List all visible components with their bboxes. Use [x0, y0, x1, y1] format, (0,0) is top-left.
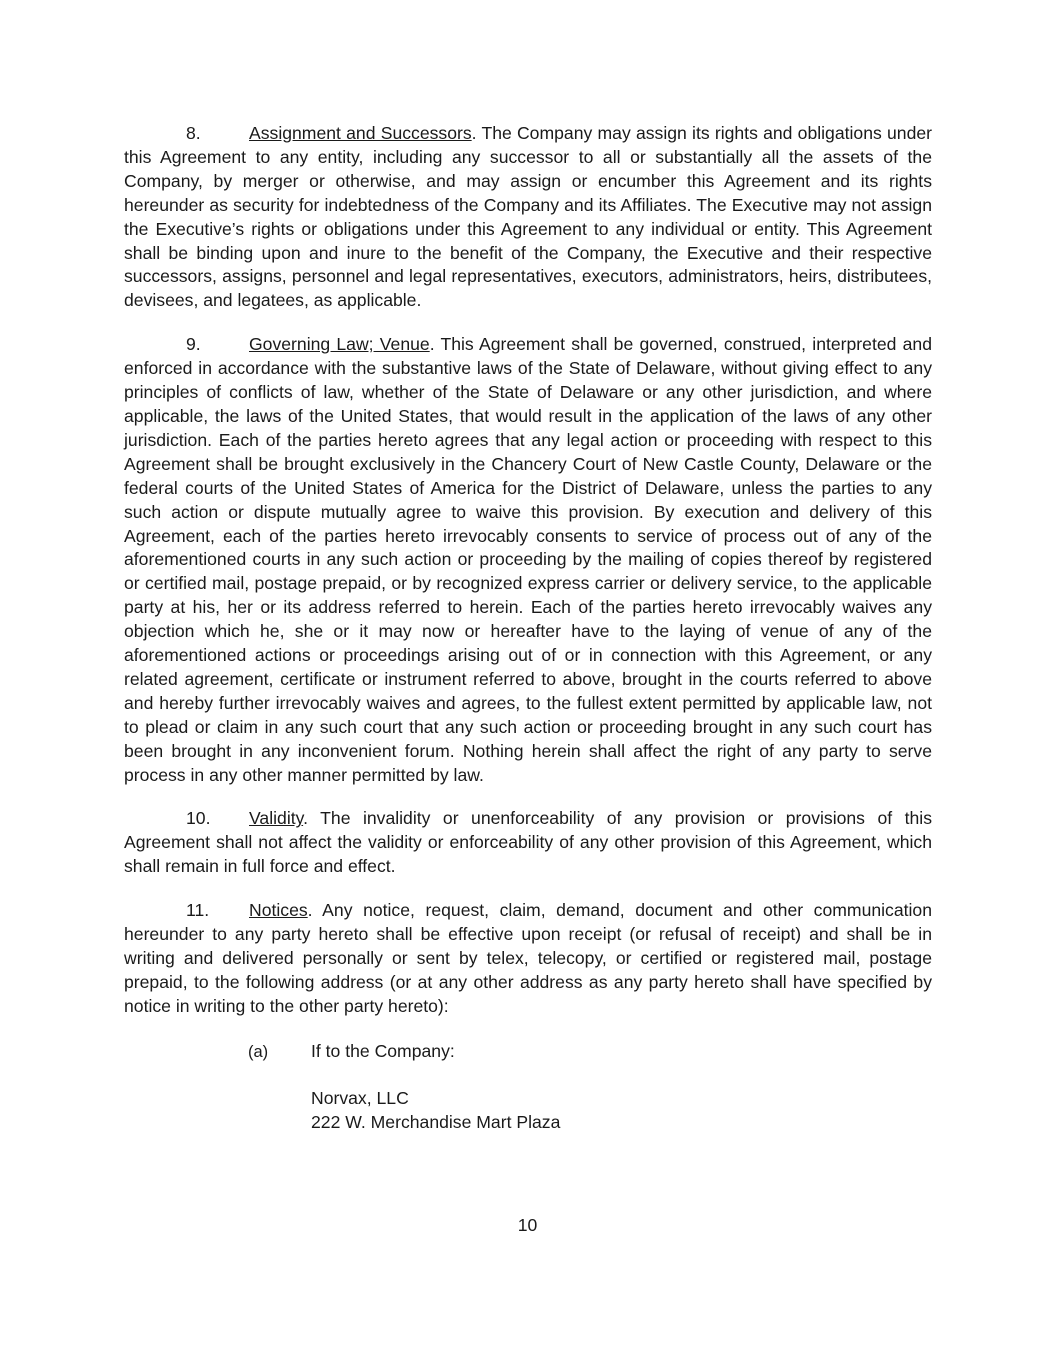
section-10 [124, 807, 932, 879]
section-heading: Notices [249, 900, 308, 921]
address-line-1: Norvax, LLC [311, 1087, 409, 1108]
document-page [124, 122, 932, 1134]
section-body: . Any notice, request, claim, demand, document and other communication hereunder to any party hereto shall be effective upon receipt (or refusal of receipt) and shall be in writing and delivered personally or sent by telex, telecopy, or certified or registered mail, postage prepaid, to the following address (or at any other address as any party hereto shall have specified by notice in writing to the other party hereto): [124, 900, 932, 1016]
section-body: . The Company may assign its rights and obligations under this Agreement to any entity, including any successor to all or substantially all the assets of the Company, by merger or otherwise, and may assign or encumber this Agreement and its rights hereunder as security for indebtedness of the Company and its Affiliates. The Executive may not assign the Executive’s rights or obligations under this Agreement to any individual or entity. This Agreement shall be binding upon and inure to the benefit of the Company, the Executive and their respective successors, assigns, personnel and legal representatives, executors, administrators, heirs, distributees, devisees, and legatees, as applicable. [124, 123, 932, 311]
section-number: 9. [186, 334, 201, 355]
section-8 [124, 122, 932, 313]
section-number: 10. [186, 808, 211, 829]
section-number: 11. [186, 900, 210, 921]
company-address [124, 1086, 932, 1134]
address-line-2: 222 W. Merchandise Mart Plaza [311, 1111, 561, 1132]
subsection-a [124, 1039, 932, 1064]
subsection-text: If to the Company: [311, 1040, 455, 1061]
section-heading: Governing Law; Venue [249, 334, 430, 355]
section-9 [124, 333, 932, 787]
section-heading: Validity [249, 808, 304, 829]
section-number: 8. [186, 123, 201, 143]
section-11 [124, 899, 932, 1019]
section-body: . The invalidity or unenforceability of any provision or provisions of this Agreement shall not affect the validity or enforceability of any other provision of this Agreement, which shall remain in full force and effect. [124, 808, 932, 877]
subsection-label: (a) [248, 1042, 269, 1061]
section-body: . This Agreement shall be governed, construed, interpreted and enforced in accordance with the substantive laws of the State of Delaware, without giving effect to any principles of conflicts of law, whether of the State of Delaware or any other jurisdiction, and where applicable, the laws of the United States, that would result in the application of the laws of any other jurisdiction. Each of the parties hereto agrees that any legal action or proceeding with respect to this Agreement shall be brought exclusively in the Chancery Court of New Castle County, Delaware or the federal courts of the United States of America for the District of Delaware, unless the parties to any such action or dispute mutually agree to waive this provision. By execution and delivery of this Agreement, each of the parties hereto irrevocably consents to service of process out of any of the aforementioned courts in any such action or proceeding by the mailing of copies thereof by registered or certified mail, postage prepaid, or by recognized express carrier or delivery service, to the applicable party at his, her or its address referred to herein. Each of the parties hereto irrevocably waives any objection which he, she or it may now or hereafter have to the laying of venue of any of the aforementioned actions or proceedings arising out of or in connection with this Agreement, or any related agreement, certificate or instrument referred to above, brought in the courts referred to above and hereby further irrevocably waives and agrees, to the fullest extent permitted by applicable law, not to plead or claim in any such court that any such action or proceeding brought in any such court has been brought in any inconvenient forum. Nothing herein shall affect the right of any party to serve process in any other manner permitted by law. [124, 334, 932, 785]
section-heading: Assignment and Successors [249, 123, 472, 143]
page-number: 10 [517, 1215, 538, 1235]
